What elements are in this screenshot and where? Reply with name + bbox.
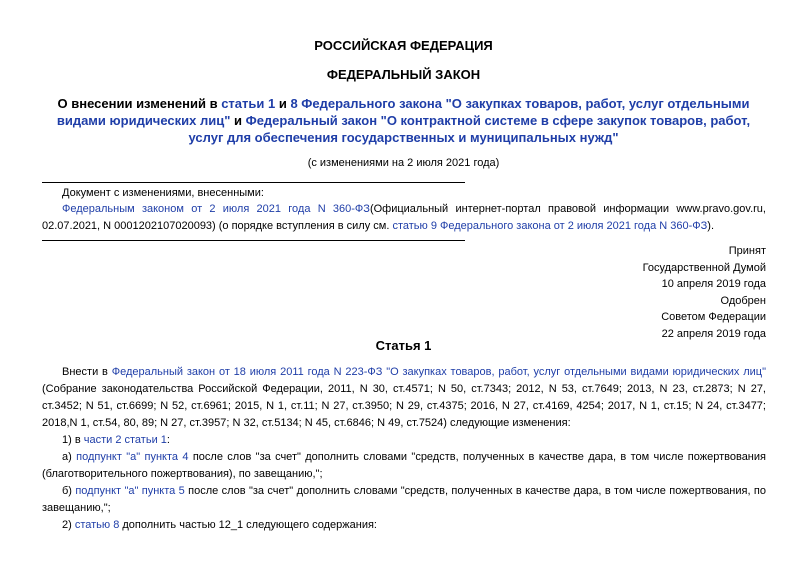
link-article-9[interactable]: статью 9 Федерального закона от 2 июля 2021 года N 360-ФЗ	[392, 219, 708, 232]
link-law-223[interactable]: Федеральный закон от 18 июля 2011 года N 223-ФЗ "О закупках товаров, работ, услуг отдельными видами юридических лиц"	[111, 366, 767, 378]
p2-text-b: :	[166, 434, 170, 446]
article-paragraph-4	[42, 483, 766, 517]
approved-by: Советом Федерации	[661, 311, 766, 323]
article-body	[42, 364, 766, 534]
p4-text-a: б)	[62, 485, 76, 497]
p3-text-a: а)	[62, 451, 77, 463]
p1-text-a: Внести в	[62, 366, 112, 378]
link-article-8[interactable]: статью 8	[74, 519, 120, 531]
p5-text-b: дополнить частью 12_1 следующего содержания:	[119, 519, 377, 531]
link-subpoint-a-point5[interactable]: подпункт "а" пункта 5	[75, 485, 185, 497]
title-text-1: О внесении изменений в	[57, 96, 222, 111]
changes-paragraph	[42, 201, 766, 234]
title-link-article-8[interactable]: 8 Федерального закона "О закупках товаров, работ, услуг отдельными видами юридических лиц"	[56, 96, 750, 128]
p2-text-a: 1) в	[62, 434, 84, 446]
link-part2-article1[interactable]: части 2 статьи 1	[83, 434, 167, 446]
link-law-360[interactable]: Федеральным законом от 2 июля 2021 года N 360-ФЗ	[62, 203, 370, 215]
changes-source-text: (Официальный интернет-портал правовой информации www.pravo.gov.ru, 02.07.2021, N 0001202107020093) (о порядке вступления в силу см.	[42, 203, 766, 232]
adopted-date: 10 апреля 2019 года	[661, 278, 766, 290]
p4-text-b: после слов "за счет" дополнить словами "средств, полученных в качестве дара, в том числе пожертвования, по завещанию,";	[42, 485, 766, 514]
revision-note: (с изменениями на 2 июля 2021 года)	[307, 157, 500, 169]
p1-text-b: (Собрание законодательства Российской Федерации, 2011, N 30, ст.4571; N 50, ст.7343; 2012, N 53, ст.7649; 2013, N 23, ст.2873; N 27, ст.3452; N 51, ст.6699; N 52, ст.6961; 2015, N 1, ст.11; N 27, ст.3950; N 29, ст.4375; 2016, N 27, ст.4169, 4254; 2017, N 1, ст.15; N 24, ст.3477; 2018,N 1, ст.54, 80, 89; N 27, ст.3957; N 32, ст.5134; N 45, ст.6846; N 49, ст.7524) следующие изменения:	[42, 383, 766, 429]
p5-text-a: 2)	[62, 519, 75, 531]
adopted-by: Государственной Думой	[642, 261, 766, 274]
title-link-contract-system-law[interactable]: Федеральный закон "О контрактной системе в сфере закупок товаров, работ, услуг для обеспечения государственных и муниципальных нужд"	[188, 113, 751, 145]
title-text-2: и	[275, 96, 291, 111]
adopted-label: Принят	[728, 245, 766, 257]
divider-bottom	[42, 240, 465, 241]
document-title	[40, 95, 767, 146]
article-paragraph-2	[42, 432, 766, 449]
title-text-3: и	[230, 113, 246, 128]
changes-intro: Документ с изменениями, внесенными:	[62, 187, 264, 199]
title-link-article-1[interactable]: статьи 1	[221, 96, 276, 111]
article-paragraph-3	[42, 449, 766, 483]
article-paragraph-5	[42, 517, 766, 534]
article-heading: Статья 1	[375, 338, 432, 353]
link-subpoint-a-point4[interactable]: подпункт "а" пункта 4	[76, 451, 189, 463]
changes-end-text: ).	[707, 219, 715, 232]
country-heading: РОССИЙСКАЯ ФЕДЕРАЦИЯ	[314, 38, 493, 53]
document-type-heading: ФЕДЕРАЛЬНЫЙ ЗАКОН	[326, 67, 481, 82]
divider-top	[42, 182, 465, 183]
article-paragraph-1	[42, 364, 766, 432]
p3-text-b: после слов "за счет" дополнить словами "средств, полученных в качестве дара, в том числе пожертвования (благотворительного пожертвования), по завещанию,";	[42, 451, 766, 480]
approved-label: Одобрен	[720, 294, 766, 307]
adoption-block	[643, 243, 766, 342]
approved-date: 22 апреля 2019 года	[661, 327, 766, 340]
